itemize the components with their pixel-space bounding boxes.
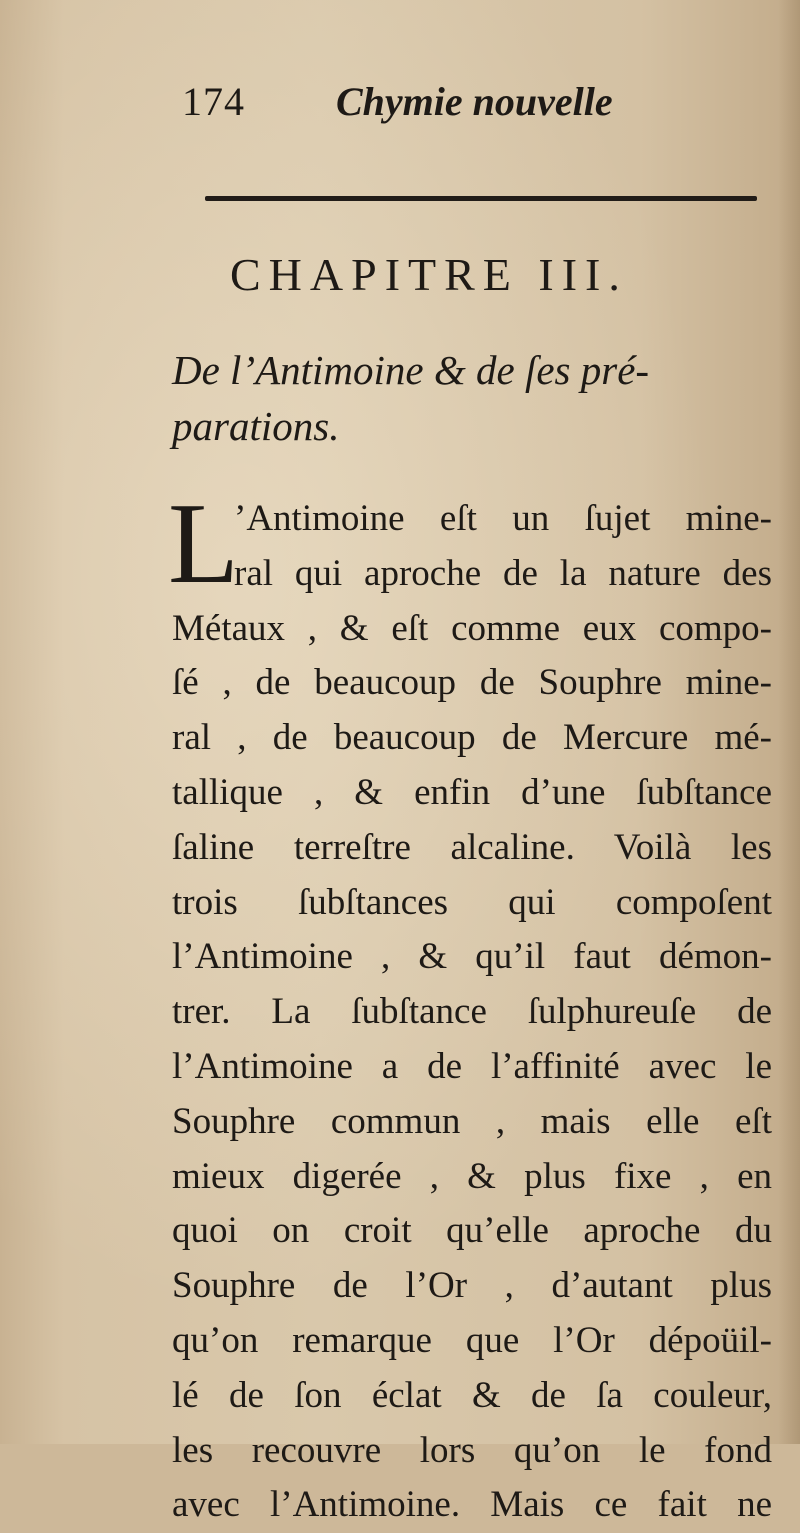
text-line: l’Antimoine a de l’affinité avec le — [172, 1045, 772, 1087]
text-line: ſaline terreſtre alcaline. Voilà les — [172, 826, 772, 868]
text-line: ſé , de beaucoup de Souphre mine- — [172, 662, 772, 704]
text-line: mieux digerée , & plus fixe , en — [172, 1155, 772, 1197]
header-rule — [205, 196, 757, 201]
drop-cap: L — [168, 480, 239, 608]
text-line: ’Antimoine eſt un ſujet mine- — [234, 498, 772, 539]
text-line: Souphre de l’Or , d’autant plus — [172, 1265, 772, 1307]
text-line: Souphre commun , mais elle eſt — [172, 1100, 772, 1142]
text-line: qu’on remarque que l’Or dépoüil- — [172, 1319, 772, 1361]
page-gutter-shadow — [778, 0, 800, 1444]
body-text — [172, 492, 772, 1533]
text-line: avec l’Antimoine. Mais ce fait ne — [172, 1484, 772, 1526]
chapter-subtitle-line: parations. — [172, 403, 340, 449]
text-line: les recouvre lors qu’on le fond — [172, 1429, 772, 1471]
text-line: tallique , & enfin d’une ſubſtance — [172, 771, 772, 813]
text-line: trer. La ſubſtance ſulphureuſe de — [172, 991, 772, 1033]
running-head: Chymie nouvelle — [336, 79, 613, 124]
chapter-title: CHAPITRE III. — [230, 249, 628, 300]
chapter-subtitle-line: De l’Antimoine & de ſes pré- — [172, 347, 650, 393]
text-line: quoi on croit qu’elle aproche du — [172, 1210, 772, 1252]
chapter-subtitle — [172, 342, 772, 454]
text-line: l’Antimoine , & qu’il faut démon- — [172, 936, 772, 978]
text-line: lé de ſon éclat & de ſa couleur, — [172, 1374, 772, 1416]
text-line: Métaux , & eſt comme eux compo- — [172, 607, 772, 649]
text-line: ral qui aproche de la nature des — [234, 552, 772, 594]
page-header — [0, 78, 800, 138]
text-line: ral , de beaucoup de Mercure mé- — [172, 717, 772, 759]
page-number: 174 — [182, 79, 245, 124]
text-line: trois ſubſtances qui compoſent — [172, 881, 772, 923]
